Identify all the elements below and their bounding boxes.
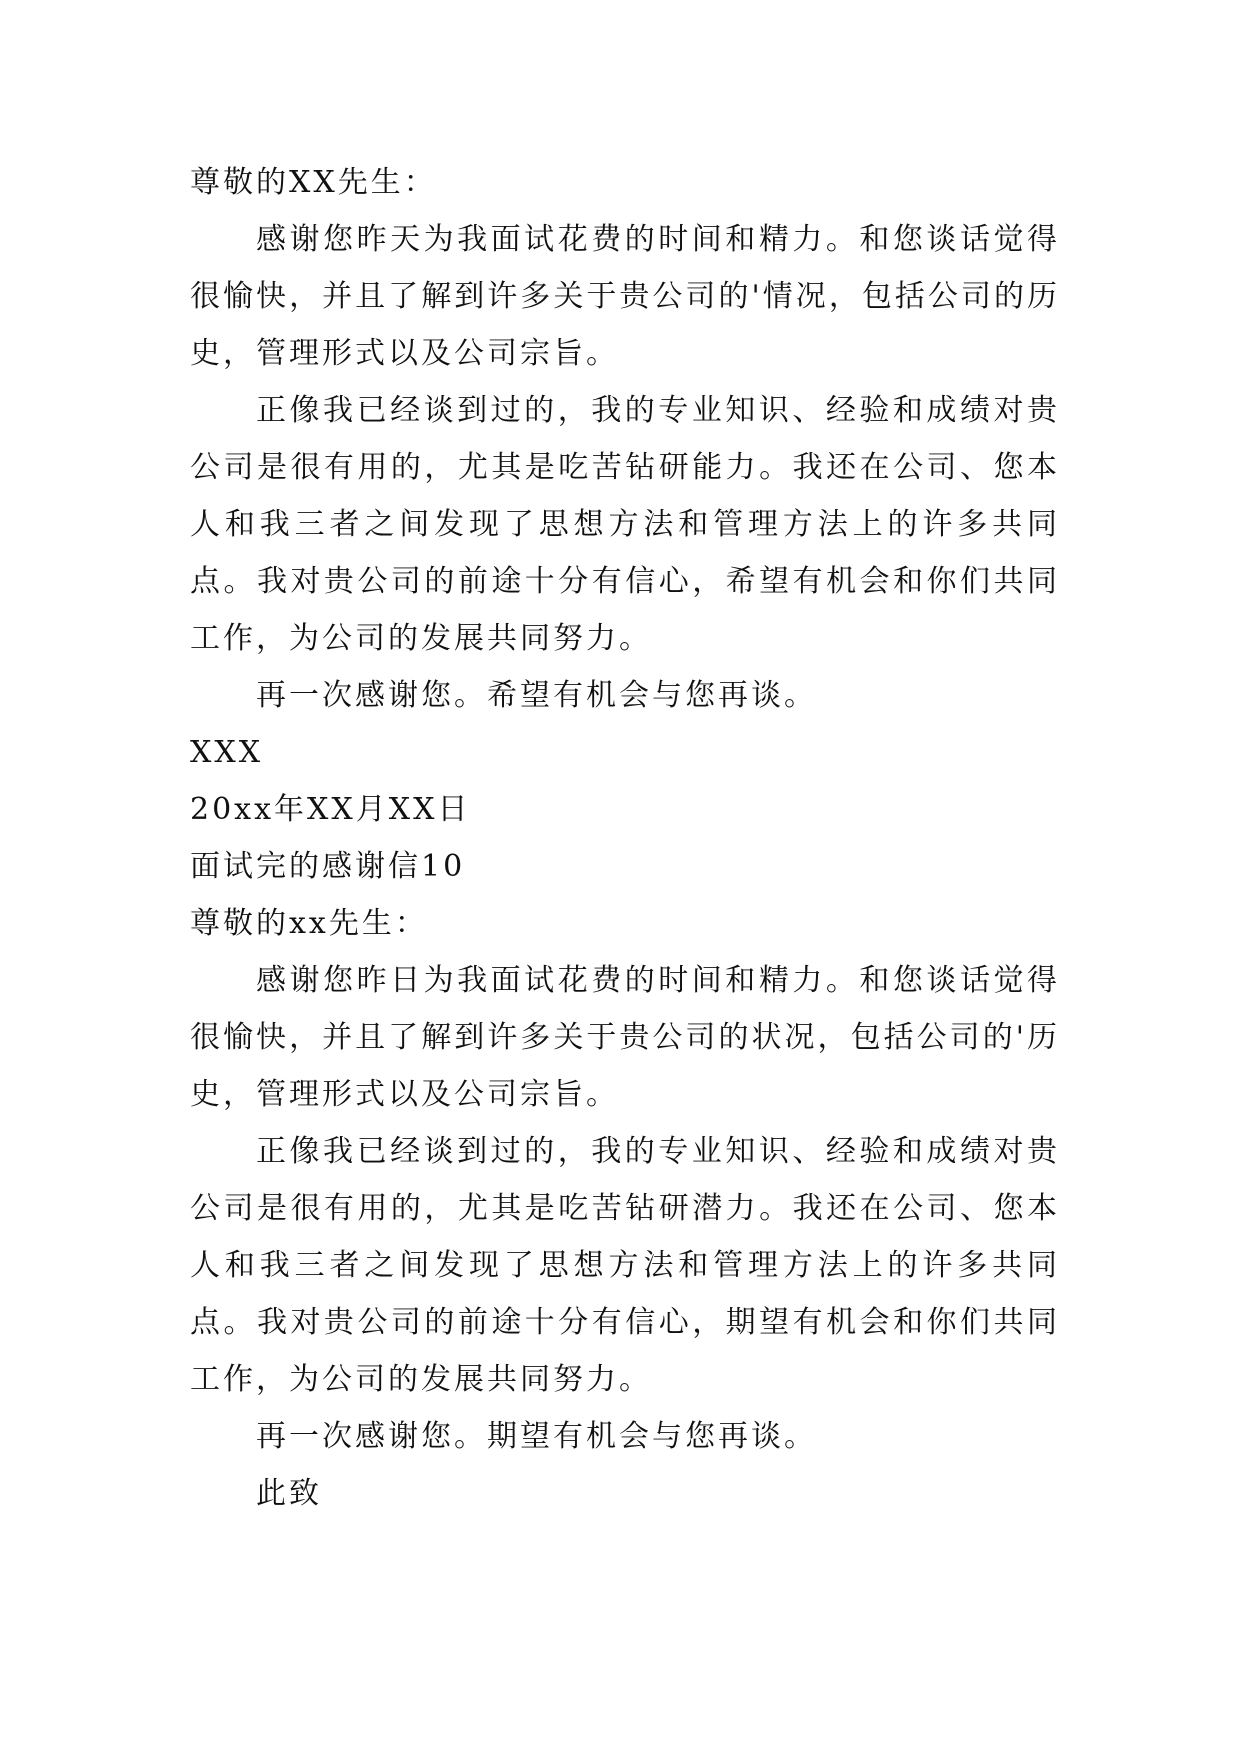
letter2-paragraph-1: 感谢您昨日为我面试花费的时间和精力。和您谈话觉得很愉快，并且了解到许多关于贵公司的状况，包括公司的'历史，管理形式以及公司宗旨。 <box>190 963 1060 1112</box>
document-body <box>190 154 1060 1522</box>
letter2-closing: 此致 <box>256 1476 322 1511</box>
letter1-paragraph-3: 再一次感谢您。希望有机会与您再谈。 <box>256 678 817 713</box>
letter2-paragraph-3: 再一次感谢您。期望有机会与您再谈。 <box>256 1419 817 1454</box>
section-title: 面试完的感谢信10 <box>190 849 466 884</box>
letter2-paragraph-2: 正像我已经谈到过的，我的专业知识、经验和成绩对贵公司是很有用的，尤其是吃苦钻研潜力。我还在公司、您本人和我三者之间发现了思想方法和管理方法上的许多共同点。我对贵公司的前途十分有信心，期望有机会和你们共同工作，为公司的发展共同努力。 <box>190 1134 1060 1397</box>
letter1-date: 20xx年XX月XX日 <box>190 792 471 827</box>
letter1-salutation: 尊敬的XX先生： <box>190 165 437 200</box>
letter1-signature: XXX <box>190 735 264 770</box>
letter1-paragraph-1: 感谢您昨天为我面试花费的时间和精力。和您谈话觉得很愉快，并且了解到许多关于贵公司的'情况，包括公司的历史，管理形式以及公司宗旨。 <box>190 222 1060 371</box>
letter2-salutation: 尊敬的xx先生： <box>190 906 428 941</box>
letter1-paragraph-2: 正像我已经谈到过的，我的专业知识、经验和成绩对贵公司是很有用的，尤其是吃苦钻研能力。我还在公司、您本人和我三者之间发现了思想方法和管理方法上的许多共同点。我对贵公司的前途十分有信心，希望有机会和你们共同工作，为公司的发展共同努力。 <box>190 393 1060 656</box>
